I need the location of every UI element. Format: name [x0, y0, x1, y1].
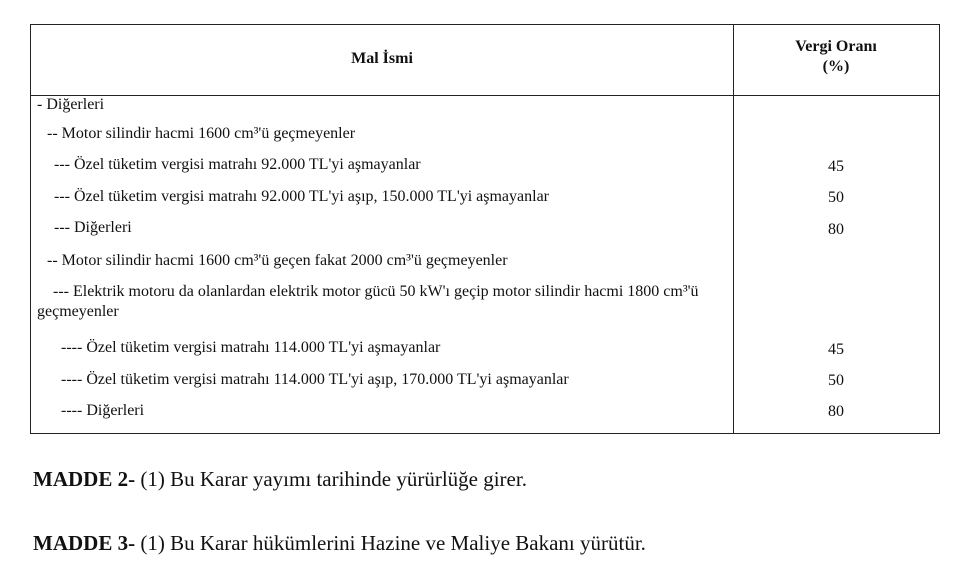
table-row-4-rate: 80	[828, 221, 844, 238]
article-2-text: (1) Bu Karar yayımı tarihinde yürürlüğe girer.	[135, 467, 527, 491]
table-row-9-rate: 80	[828, 403, 844, 420]
header-tax-rate-line1: Vergi Oranı	[795, 38, 877, 55]
header-tax-rate-line2: (%)	[822, 58, 850, 75]
table-row-7-rate: 45	[828, 341, 844, 358]
article-3-label: MADDE 3-	[33, 531, 136, 555]
article-2-label: MADDE 2-	[33, 467, 136, 491]
article-2	[33, 466, 527, 492]
table-row-1-text: -- Motor silindir hacmi 1600 cm³'ü geçmeyenler	[47, 125, 356, 142]
table-row-6-text: --- Elektrik motoru da olanlardan elektrik motor gücü 50 kW'ı geçip motor silindir hacmi 1800 cm³'ü geçmeyenler	[37, 283, 699, 320]
table-row-3-text: --- Özel tüketim vergisi matrahı 92.000 TL'yi aşıp, 150.000 TL'yi aşmayanlar	[54, 188, 549, 205]
tax-rate-table	[30, 24, 940, 434]
header-divider	[31, 95, 939, 96]
table-row-5-text: -- Motor silindir hacmi 1600 cm³'ü geçen fakat 2000 cm³'ü geçmeyenler	[47, 252, 508, 269]
table-row-8-text: ---- Özel tüketim vergisi matrahı 114.000 TL'yi aşıp, 170.000 TL'yi aşmayanlar	[61, 371, 569, 388]
header-product-name: Mal İsmi	[351, 50, 413, 67]
article-3	[33, 530, 646, 556]
header-tax-rate	[733, 37, 939, 77]
table-row-3-rate: 50	[828, 189, 844, 206]
article-3-text: (1) Bu Karar hükümlerini Hazine ve Maliye Bakanı yürütür.	[135, 531, 646, 555]
table-row-0-text: - Diğerleri	[37, 96, 105, 113]
table-row-7-text: ---- Özel tüketim vergisi matrahı 114.000 TL'yi aşmayanlar	[61, 339, 441, 356]
table-row-2-text: --- Özel tüketim vergisi matrahı 92.000 TL'yi aşmayanlar	[54, 156, 421, 173]
table-row-2-rate: 45	[828, 158, 844, 175]
table-row-9-text: ---- Diğerleri	[61, 402, 145, 419]
table-row-4-text: --- Diğerleri	[54, 219, 132, 236]
table-row-8-rate: 50	[828, 372, 844, 389]
